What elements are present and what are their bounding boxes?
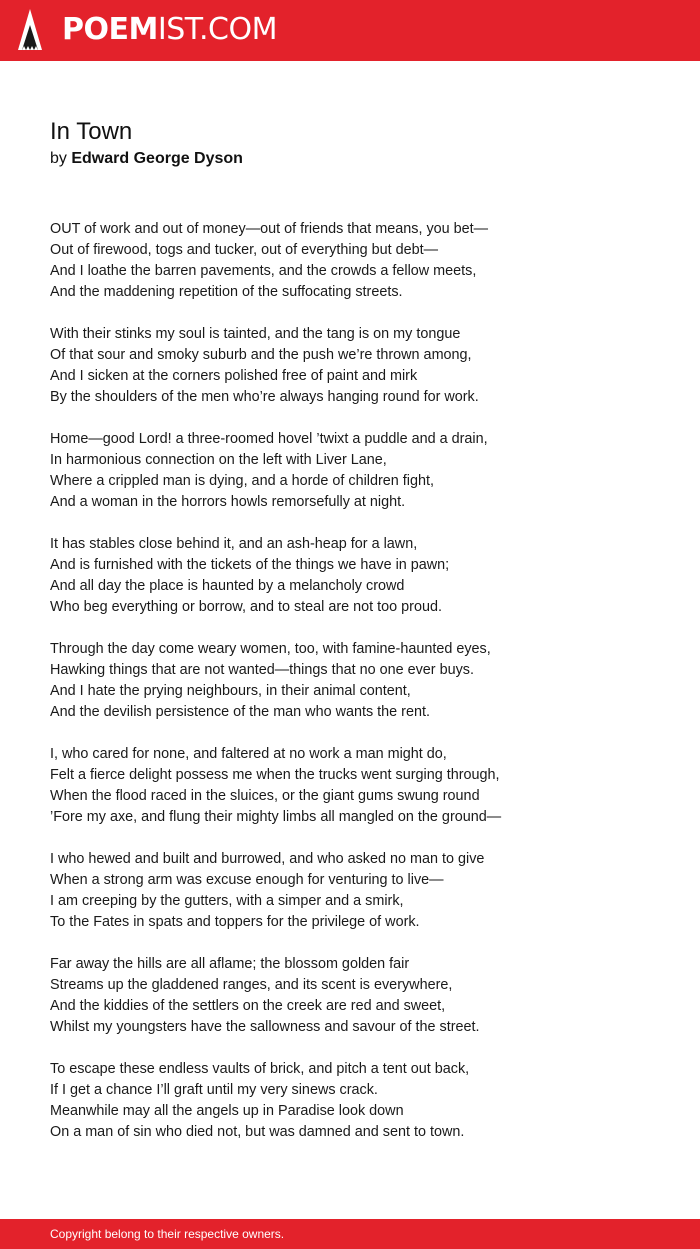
poem-stanza [50, 324, 670, 408]
poem-title: In Town [50, 118, 133, 145]
poem-stanza [50, 639, 670, 723]
poem-stanza [50, 534, 670, 618]
poem-line: And the kiddies of the settlers on the creek are red and sweet, [50, 998, 446, 1014]
poem-line: It has stables close behind it, and an ash-heap for a lawn, [50, 536, 418, 552]
poem-line: Felt a fierce delight possess me when the trucks went surging through, [50, 767, 500, 783]
poem-line: I, who cared for none, and faltered at no work a man might do, [50, 746, 447, 762]
poem-line: I am creeping by the gutters, with a simper and a smirk, [50, 893, 404, 909]
poem-line: To the Fates in spats and toppers for the privilege of work. [50, 914, 420, 930]
site-logo[interactable] [18, 9, 277, 51]
poem-line: And all day the place is haunted by a melancholy crowd [50, 578, 405, 594]
poem-line: When the flood raced in the sluices, or the giant gums swung round [50, 788, 480, 804]
poem-line: Home—good Lord! a three-roomed hovel ’twixt a puddle and a drain, [50, 431, 488, 447]
poem-stanza [50, 744, 670, 828]
byline-by: by [50, 150, 67, 167]
poem-line: Out of firewood, togs and tucker, out of everything but debt— [50, 242, 438, 258]
poem-line: Where a crippled man is dying, and a horde of children fight, [50, 473, 434, 489]
poem-line: Whilst my youngsters have the sallowness and savour of the street. [50, 1019, 480, 1035]
poem-line: Meanwhile may all the angels up in Paradise look down [50, 1103, 404, 1119]
poem-line: ’Fore my axe, and flung their mighty limbs all mangled on the ground— [50, 809, 502, 825]
poem-line: Of that sour and smoky suburb and the push we’re thrown among, [50, 347, 472, 363]
poem-stanza [50, 1059, 670, 1143]
poem-author: Edward George Dyson [71, 150, 243, 167]
poem-body [50, 219, 670, 1164]
brand-light: IST.COM [157, 12, 277, 47]
poem-line: And is furnished with the tickets of the things we have in pawn; [50, 557, 450, 573]
poem-line: To escape these endless vaults of brick, and pitch a tent out back, [50, 1061, 470, 1077]
brand-bold: POEM [62, 12, 158, 47]
poem-line: Far away the hills are all aflame; the blossom golden fair [50, 956, 410, 972]
poem-line: And I sicken at the corners polished free of paint and mirk [50, 368, 418, 384]
site-name [62, 9, 277, 51]
poem-line: And the maddening repetition of the suffocating streets. [50, 284, 403, 300]
poem-line: Streams up the gladdened ranges, and its scent is everywhere, [50, 977, 453, 993]
poem-line: And a woman in the horrors howls remorsefully at night. [50, 494, 406, 510]
byline [50, 149, 243, 169]
copyright-notice: Copyright belong to their respective owners. [50, 1227, 285, 1241]
poem-stanza [50, 219, 670, 303]
site-footer [0, 1219, 700, 1249]
poem-line: Who beg everything or borrow, and to steal are not too proud. [50, 599, 442, 615]
poem-line: OUT of work and out of money—out of friends that means, you bet— [50, 221, 489, 237]
poem-stanza [50, 429, 670, 513]
poem-line: I who hewed and built and burrowed, and who asked no man to give [50, 851, 485, 867]
pencil-icon [18, 9, 42, 51]
poem-line: And I hate the prying neighbours, in their animal content, [50, 683, 411, 699]
poem-line: In harmonious connection on the left with Liver Lane, [50, 452, 387, 468]
poem-line: And I loathe the barren pavements, and the crowds a fellow meets, [50, 263, 477, 279]
poem-stanza [50, 954, 670, 1038]
poem-line: By the shoulders of the men who’re always hanging round for work. [50, 389, 479, 405]
poem-line: When a strong arm was excuse enough for venturing to live— [50, 872, 444, 888]
poem-line: If I get a chance I’ll graft until my very sinews crack. [50, 1082, 378, 1098]
poem-line: With their stinks my soul is tainted, and the tang is on my tongue [50, 326, 461, 342]
poem-line: Hawking things that are not wanted—things that no one ever buys. [50, 662, 474, 678]
poem-line: On a man of sin who died not, but was damned and sent to town. [50, 1124, 465, 1140]
poem-line: Through the day come weary women, too, with famine-haunted eyes, [50, 641, 491, 657]
poem-stanza [50, 849, 670, 933]
poem-line: And the devilish persistence of the man who wants the rent. [50, 704, 430, 720]
site-header [0, 0, 700, 61]
